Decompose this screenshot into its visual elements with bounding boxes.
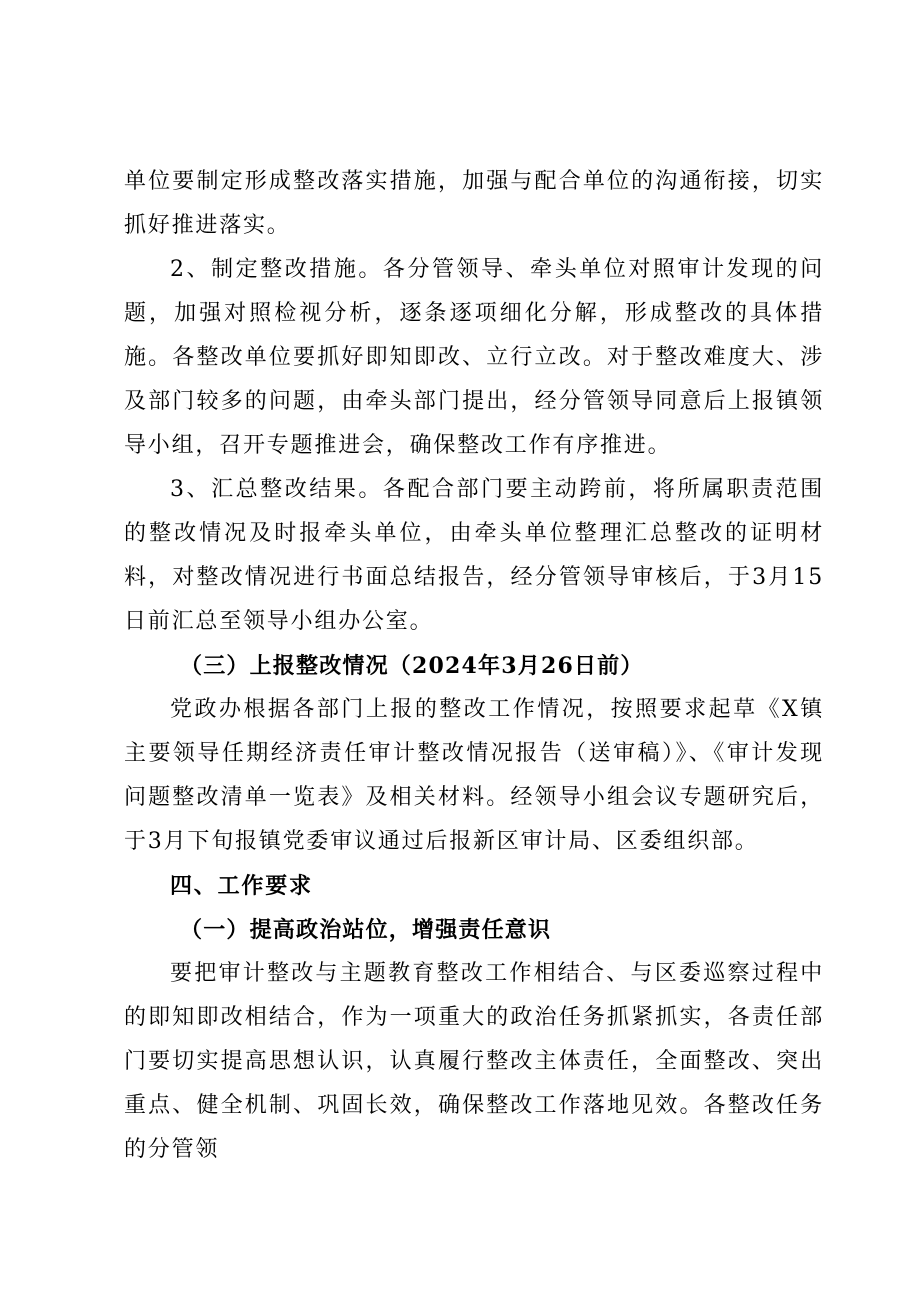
heading-section-4: 四、工作要求 bbox=[170, 873, 313, 899]
paragraph-continuation: 单位要制定形成整改落实措施，加强与配合单位的沟通衔接，切实抓好推进落实。 bbox=[124, 169, 824, 238]
paragraph-step-2: 2、制定整改措施。各分管领导、牵头单位对照审计发现的问题，加强对照检视分析，逐条逐项细化分解，形成整改的具体措施。各整改单位要抓好即知即改、立行立改。对于整改难度大、涉及部门较多的问题，由牵头部门提出，经分管领导同意后上报镇领导小组，召开专题推进会，确保整改工作有序推进。 bbox=[124, 257, 824, 458]
heading-report-status: （三）上报整改情况（2024年3月26日前） bbox=[180, 653, 644, 679]
document-body bbox=[124, 160, 824, 1172]
paragraph-political: 要把审计整改与主题教育整改工作相结合、与区委巡察过程中的即知即改相结合，作为一项重大的政治任务抓紧抓实，各责任部门要切实提高思想认识，认真履行整改主体责任，全面整改、突出重点、健全机制、巩固长效，确保整改工作落地见效。各整改任务的分管领 bbox=[124, 961, 824, 1162]
heading-political-stance: （一）提高政治站位，增强责任意识 bbox=[180, 917, 552, 943]
paragraph-report: 党政办根据各部门上报的整改工作情况，按照要求起草《X镇主要领导任期经济责任审计整改情况报告（送审稿）》、《审计发现问题整改清单一览表》及相关材料。经领导小组会议专题研究后，于3月下旬报镇党委审议通过后报新区审计局、区委组织部。 bbox=[124, 697, 824, 854]
paragraph-step-3: 3、汇总整改结果。各配合部门要主动跨前，将所属职责范围的整改情况及时报牵头单位，由牵头单位整理汇总整改的证明材料，对整改情况进行书面总结报告，经分管领导审核后，于3月15日前汇总至领导小组办公室。 bbox=[124, 477, 824, 634]
